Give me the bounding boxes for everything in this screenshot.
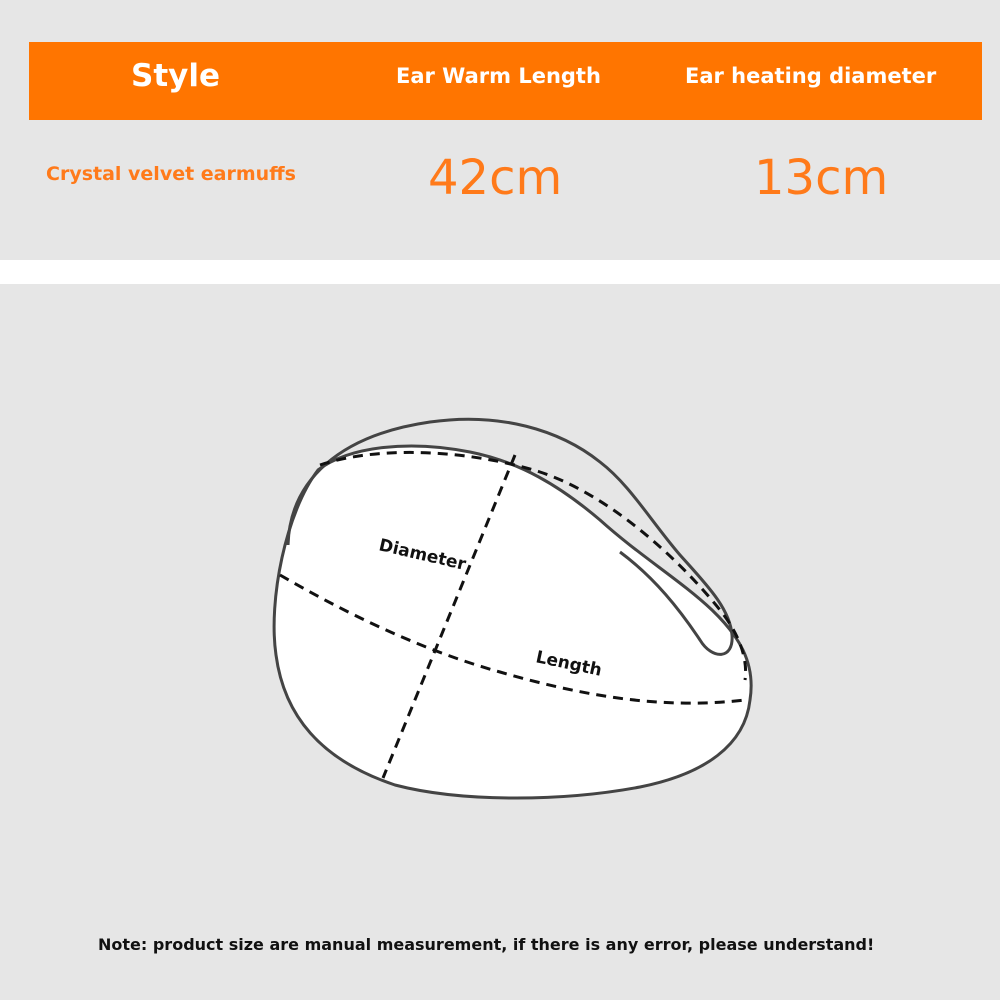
header-style: Style [131,58,221,94]
earmuff-outline [274,446,751,798]
header-ear-warm-length: Ear Warm Length [396,64,601,88]
row-diameter-value: 13cm [754,150,889,206]
row-length-value: 42cm [428,150,563,206]
measurement-note: Note: product size are manual measurement, if there is any error, please understand! [98,935,875,954]
row-style-value: Crystal velvet earmuffs [46,163,296,185]
diameter-label: Diameter [376,535,468,575]
header-ear-heating-diameter: Ear heating diameter [685,64,937,88]
length-label: Length [533,647,604,681]
